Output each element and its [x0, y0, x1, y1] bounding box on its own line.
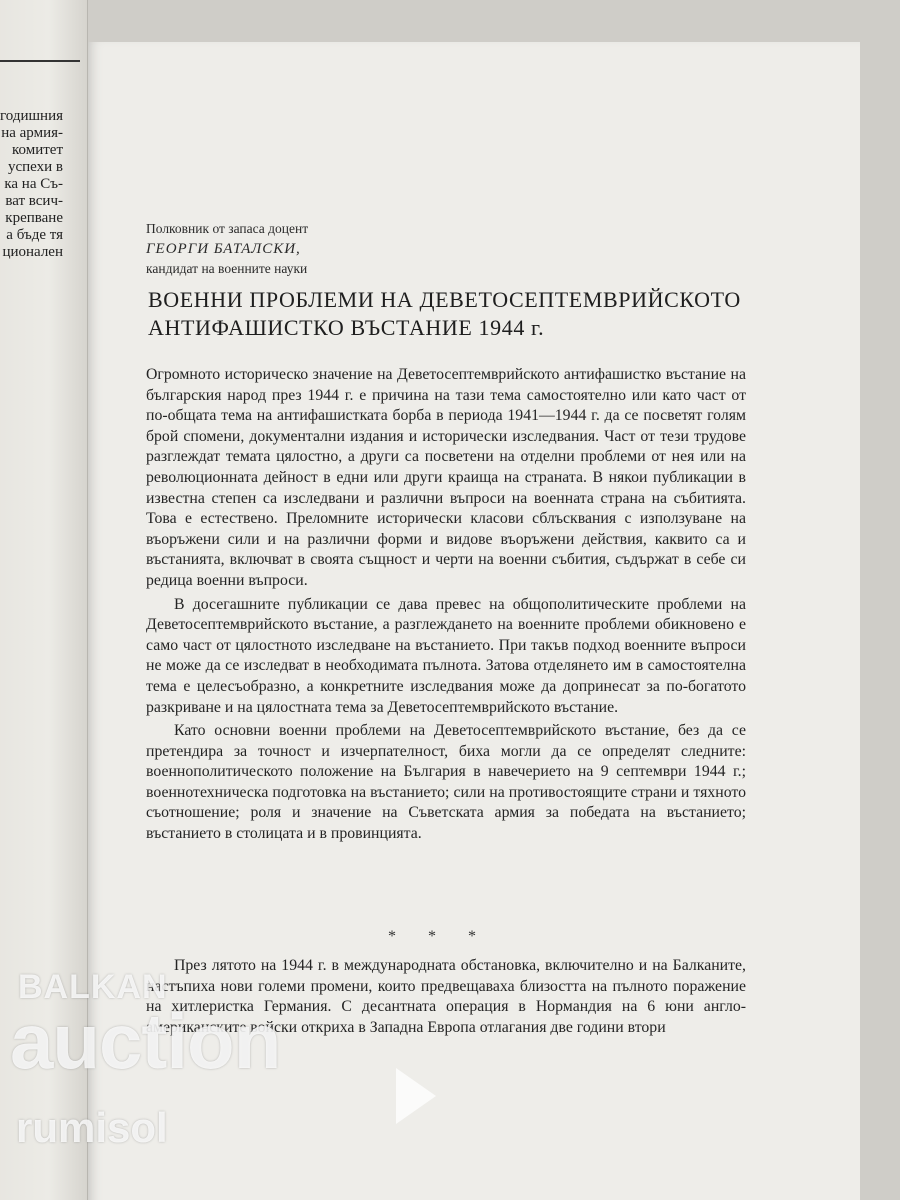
author-name: ГЕОРГИ БАТАЛСКИ, — [146, 241, 301, 257]
adjacent-line: комитет — [11, 142, 63, 158]
paragraph: В досегашните публикации се дава превес на общополитическите проблеми на Деветосептемврийското въстание, а разглеждането на военните проблеми обикновено е само част от цялостното изследване на въстанието. При такъв подход военните въпроси не може да се изследват в необходимата пълнота. Затова отделянето им в самостоятелна тема е целесъобразно, а конкретните изследвания може да допринесат за по-богатото разкриване и на цялостната тема за Деветосептемврийското въстание. — [146, 595, 746, 716]
paragraph: През лятото на 1944 г. в международната обстановка, включително и на Балканите, настъпиха нови големи промени, които предвещаваха близостта на пълното поражение на хитлеристка Германия. С десантната операция в Нормандия на 6 юни англо-американските войски откриха в Западна Европа отлагания две години втори — [146, 957, 746, 1036]
adjacent-line: ционален — [2, 244, 63, 260]
article-body-continued — [146, 956, 746, 1038]
watermark-line: rumisol — [16, 1104, 168, 1151]
article-body — [146, 365, 746, 848]
adjacent-page-text — [0, 108, 63, 261]
adjacent-line: ка на Съ- — [4, 176, 63, 192]
watermark-line: BALKAN — [18, 968, 168, 1006]
adjacent-line: крепване — [5, 210, 63, 226]
author-rank: Полковник от запаса доцент — [146, 221, 309, 236]
article-title — [148, 286, 748, 342]
adjacent-page — [0, 0, 88, 1200]
author-degree: кандидат на военните науки — [146, 261, 308, 276]
title-line: ВОЕННИ ПРОБЛЕМИ НА ДЕВЕТОСЕПТЕМВРИЙСКОТО — [148, 287, 741, 312]
watermark-line: auction — [10, 997, 281, 1085]
adjacent-line: на армия- — [1, 125, 63, 141]
adjacent-line: успехи в — [7, 159, 63, 175]
adjacent-page-rule — [0, 60, 80, 62]
paragraph: Като основни военни проблеми на Деветосептемврийското въстание, без да се претендира за точност и изчерпателност, биха могли да се определят следните: военнополитическото положение на България в навечерието на 9 септември 1944 г.; военнотехническа подготовка на въстанието; сили на противостоящите страни и тяхното съотношение; роля и значение на Съветската армия за победата на въстанието; въстанието в столицата и в провинцията. — [146, 722, 746, 843]
section-separator: * * * — [388, 928, 490, 945]
title-line: АНТИФАШИСТКО ВЪСТАНИЕ 1944 г. — [148, 315, 545, 340]
adjacent-line: годишния — [0, 108, 63, 124]
adjacent-line: а бъде тя — [6, 227, 63, 243]
paragraph: Огромното историческо значение на Деветосептемврийското антифашистко въстание на българския народ през 1944 г. е причина на тази тема самостоятелно или като част от по-общата тема на антифашистката борба в периода 1941—1944 г. да се посветят голям брой спомени, документални издания и исторически изследвания. Част от тези трудове разглеждат темата цялостно, а други са посветени на отделни проблеми от нея или на революционната дейност в едни или други краища на страната. В някои публикации в известна степен са изследвани и различни въпроси на военната страна на събитията. Това е естествено. Преломните исторически класови сблъсквания с използуване на въоръжени сили и на различни форми и видове въоръжени действия, каквито са и въстанията, включват в своята същност и черти на военни събития, съдържат в себе си редица военни въпроси. — [146, 366, 746, 589]
author-block — [146, 219, 308, 279]
adjacent-line: ват всич- — [5, 193, 63, 209]
